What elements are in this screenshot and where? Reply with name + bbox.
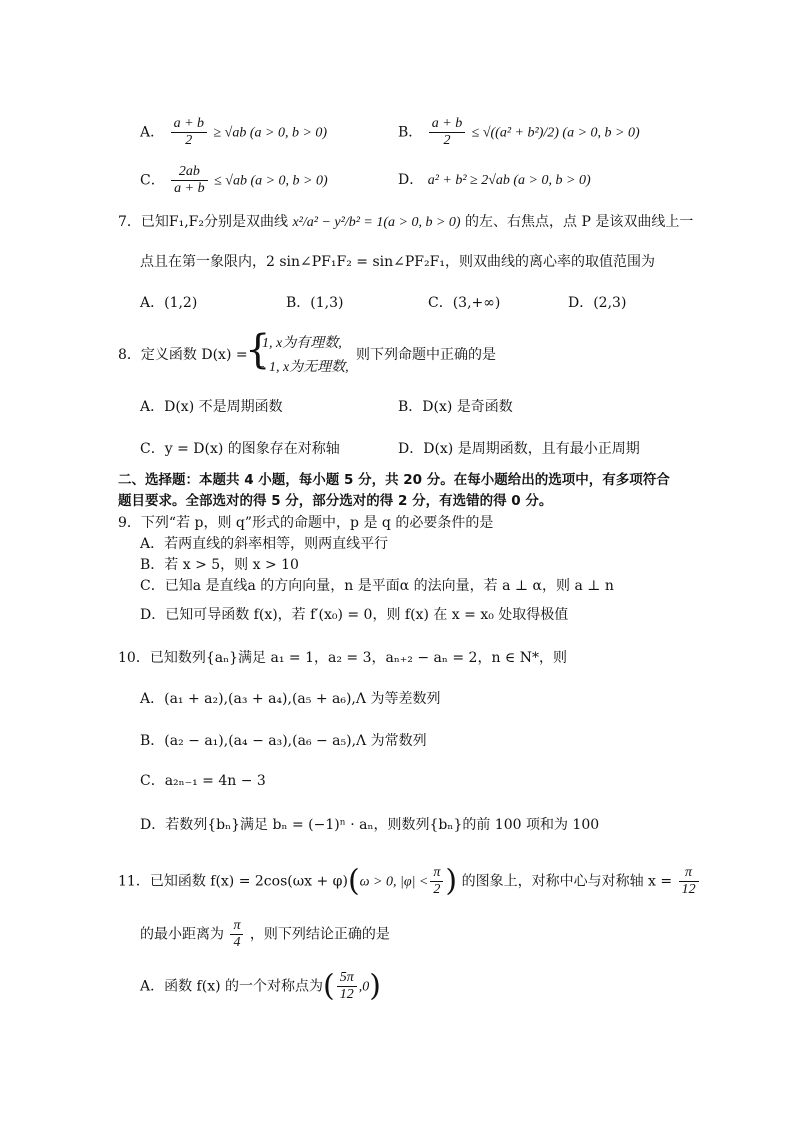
q10-option-b: B．(a₂ − a₁),(a₄ − a₃),(a₆ − a₅),Λ 为常数列: [140, 733, 427, 749]
q9-option-b: B．若 x > 5，则 x > 10: [140, 557, 299, 573]
expression: ≤ √ab (a > 0, b > 0): [214, 173, 328, 189]
q8-option-c: C．y = D(x) 的图象存在对称轴: [140, 441, 340, 457]
right-paren-icon: ): [369, 968, 381, 1004]
stem-text: 11．已知函数 f(x) = 2cos(ωx + φ): [118, 873, 348, 890]
q6-option-d: [398, 170, 591, 191]
expression: a² + b² ≥ 2√ab (a > 0, b > 0): [427, 173, 591, 188]
left-paren-icon: (: [323, 968, 335, 1004]
q7-option-b: B．(1,3): [286, 295, 344, 311]
option-label: C．: [140, 172, 165, 189]
right-paren-icon: ): [445, 863, 458, 899]
q11-stem-line1: [118, 865, 701, 898]
q7-option-d: D．(2,3): [568, 295, 627, 311]
left-brace-icon: {: [245, 327, 271, 373]
section2-heading-line2: 题目要求。全部选对的得 5 分，部分选对的得 2 分，有选错的得 0 分。: [118, 493, 553, 509]
numerator: π: [679, 865, 699, 882]
q6-option-c: [140, 164, 328, 197]
option-text: A．函数 f(x) 的一个对称点为: [140, 978, 324, 995]
q8-option-d: D．D(x) 是周期函数，且有最小正周期: [398, 441, 640, 457]
q6-option-a: [140, 116, 327, 149]
q8-stem-tail: 则下列命题中正确的是: [356, 347, 496, 363]
q9-option-a: A．若两直线的斜率相等，则两直线平行: [140, 536, 389, 552]
option-label: D．: [398, 172, 424, 188]
stem-text: 的图象上，对称中心与对称轴 x =: [461, 873, 673, 890]
q9-option-c: C．已知a 是直线a 的方向向量，n 是平面α 的法向量，若 a ⊥ α，则 a ⊥ n: [140, 578, 614, 594]
fraction: [171, 116, 207, 149]
denominator: 2: [185, 133, 193, 148]
numerator: 2ab: [171, 164, 207, 181]
fraction: [171, 164, 207, 197]
q10-option-c: C．a₂ₙ₋₁ = 4n − 3: [140, 773, 266, 789]
q10-option-d: D．若数列{bₙ}满足 bₙ = (−1)ⁿ · aₙ，则数列{bₙ}的前 100 项和为 100: [140, 817, 600, 833]
q8-option-a: A．D(x) 不是周期函数: [140, 399, 283, 415]
q7-option-a: A．(1,2): [140, 295, 198, 311]
q8-stem-head: 8．定义函数 D(x) =: [118, 347, 248, 363]
q11-stem-line2: [140, 918, 390, 951]
condition: ω > 0, |φ| <: [359, 874, 429, 890]
q7-stem-line1: [118, 212, 693, 233]
numerator: π: [430, 865, 443, 882]
q9-option-d: D．已知可导函数 f(x)，若 f′(x₀) = 0，则 f(x) 在 x = x₀ 处取得极值: [140, 607, 569, 623]
fraction: [679, 865, 699, 898]
denominator: 4: [233, 935, 241, 950]
q7-stem-line2: 点且在第一象限内，2 sin∠PF₁F₂ = sin∠PF₂F₁，则双曲线的离心率的取值范围为: [140, 254, 655, 270]
stem-text: 的最小距离为: [140, 926, 224, 943]
option-label: B．: [398, 124, 423, 141]
q11-option-a: [140, 970, 381, 1003]
q6-option-b: [398, 116, 640, 149]
denominator: 12: [681, 882, 696, 897]
denominator: 12: [339, 987, 354, 1002]
numerator: π: [230, 918, 243, 935]
stem-text: 的左、右焦点，点 P 是该双曲线上一: [465, 214, 694, 230]
q8-option-b: B．D(x) 是奇函数: [398, 399, 513, 415]
numerator: 5π: [337, 970, 357, 987]
q10-stem: 10．已知数列{aₙ}满足 a₁ = 1，a₂ = 3，aₙ₊₂ − aₙ = 2，n ∈ N*，则: [118, 650, 567, 666]
numerator: a + b: [171, 116, 207, 133]
q8-case-1: 1, x为有理数,: [262, 336, 342, 351]
stem-text: 7．已知F₁,F₂分别是双曲线: [118, 214, 289, 230]
expression: ≥ √ab (a > 0, b > 0): [213, 125, 328, 141]
q7-option-c: C．(3,+∞): [428, 295, 501, 311]
stem-text: ，则下列结论正确的是: [249, 926, 390, 943]
denominator: 2: [443, 133, 451, 148]
denominator: 2: [433, 882, 441, 897]
q10-option-a: A．(a₁ + a₂),(a₃ + a₄),(a₅ + a₆),Λ 为等差数列: [140, 691, 441, 707]
left-paren-icon: (: [347, 863, 360, 899]
numerator: a + b: [429, 116, 465, 133]
fraction: [337, 970, 357, 1003]
expression: ≤ √((a² + b²)/2) (a > 0, b > 0): [471, 125, 640, 141]
fraction: [429, 116, 465, 149]
denominator: a + b: [174, 181, 205, 196]
hyperbola-equation: x²/a² − y²/b² = 1(a > 0, b > 0): [292, 215, 461, 230]
coordinate: ,0: [358, 979, 370, 995]
q9-stem: 9．下列“若 p，则 q”形式的命题中，p 是 q 的必要条件的是: [118, 515, 494, 531]
option-label: A．: [140, 124, 165, 141]
section2-heading-line1: 二、选择题：本题共 4 小题，每小题 5 分，共 20 分。在每小题给出的选项中，有多项符合: [118, 472, 670, 488]
q8-case-2: − 1, x为无理数,: [256, 360, 349, 375]
fraction: [430, 865, 443, 898]
fraction: [230, 918, 243, 951]
